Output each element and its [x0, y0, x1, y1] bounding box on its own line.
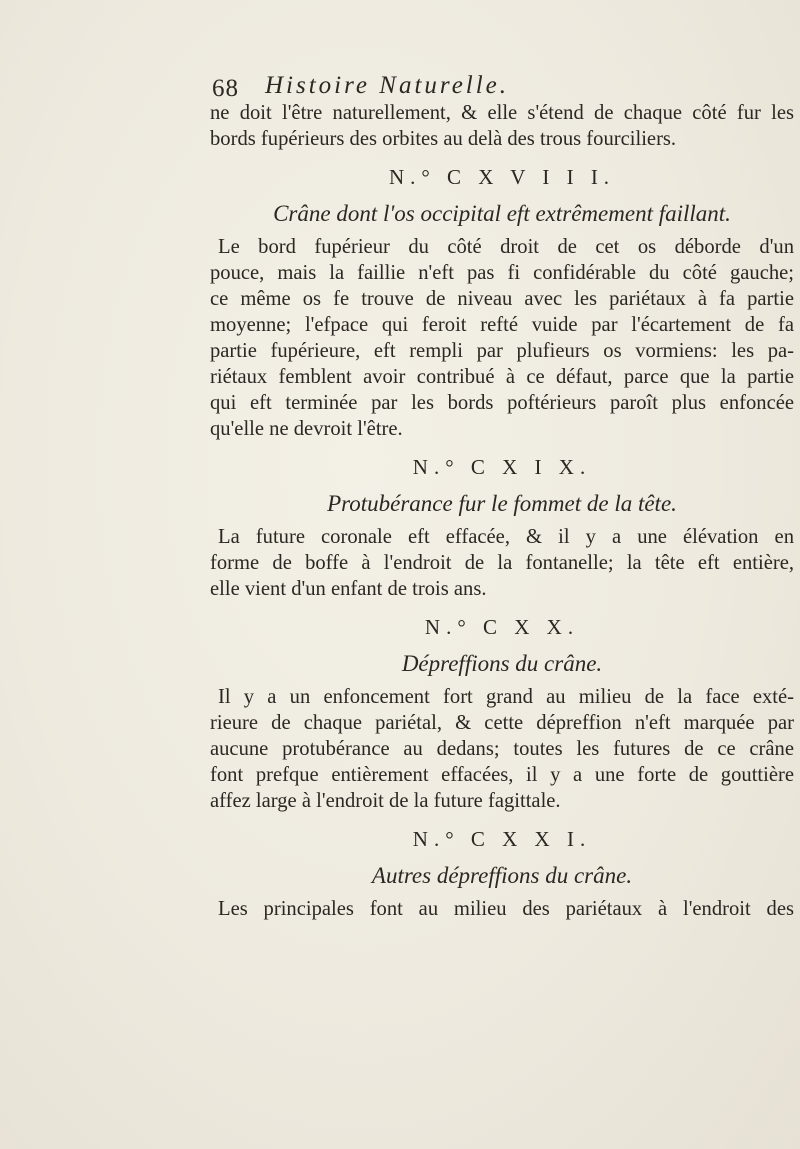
text-line: qui eft terminée par les bords poftérieurs paroît plus enfoncée — [210, 392, 794, 414]
page-number: 68 — [212, 75, 239, 102]
section-number: N.° C X X I. — [412, 827, 592, 851]
section-title: Dépreffions du crâne. — [401, 651, 603, 676]
intro-paragraph — [210, 100, 794, 152]
text-line: partie fupérieure, eft rempli par plufieurs os vormiens: les pa- — [210, 340, 794, 362]
text-line: font prefque entièrement effacées, il y a une forte de gouttière — [210, 764, 794, 786]
section-paragraph — [210, 234, 794, 442]
text-line: aucune protubérance au dedans; toutes les futures de ce crâne — [210, 738, 794, 760]
section-paragraph — [210, 896, 794, 922]
text-line: ne doit l'être naturellement, & elle s'étend de chaque côté fur les — [210, 102, 794, 124]
text-line: Le bord fupérieur du côté droit de cet os déborde d'un — [218, 236, 794, 258]
text-line: bords fupérieurs des orbites au delà des trous fourciliers. — [210, 128, 677, 150]
text-line: qu'elle ne devroit l'être. — [210, 418, 403, 440]
section-title: Protubérance fur le fommet de la tête. — [327, 491, 677, 516]
text-line: ce même os fe trouve de niveau avec les pariétaux à fa partie — [210, 288, 794, 310]
section-number: N.° C X I X. — [412, 455, 592, 479]
section-number: N.° C X V I I I. — [388, 165, 616, 189]
section-number: N.° C X X. — [424, 615, 580, 639]
text-line: rieure de chaque pariétal, & cette dépreffion n'eft marquée par — [210, 712, 794, 734]
body-text — [210, 100, 794, 922]
text-line: Il y a un enfoncement fort grand au milieu de la face exté- — [218, 686, 794, 708]
running-title: Histoire Naturelle. — [265, 72, 510, 99]
text-line: moyenne; l'efpace qui feroit refté vuide par l'écartement de fa — [210, 314, 794, 336]
text-line: riétaux femblent avoir contribué à ce défaut, parce que la partie — [210, 366, 794, 388]
text-line: elle vient d'un enfant de trois ans. — [210, 578, 487, 600]
section-title: Crâne dont l'os occipital eft extrêmement faillant. — [273, 201, 731, 226]
text-line: La future coronale eft effacée, & il y a une élévation en — [218, 526, 794, 548]
text-line: affez large à l'endroit de la future fagittale. — [210, 790, 561, 812]
section-paragraph — [210, 524, 794, 602]
section-title: Autres dépreffions du crâne. — [371, 863, 633, 888]
section-paragraph — [210, 684, 794, 814]
text-line: forme de boffe à l'endroit de la fontanelle; la tête eft entière, — [210, 552, 794, 574]
text-line: pouce, mais la faillie n'eft pas fi confidérable du côté gauche; — [210, 262, 794, 284]
text-line: Les principales font au milieu des pariétaux à l'endroit des — [218, 898, 794, 920]
